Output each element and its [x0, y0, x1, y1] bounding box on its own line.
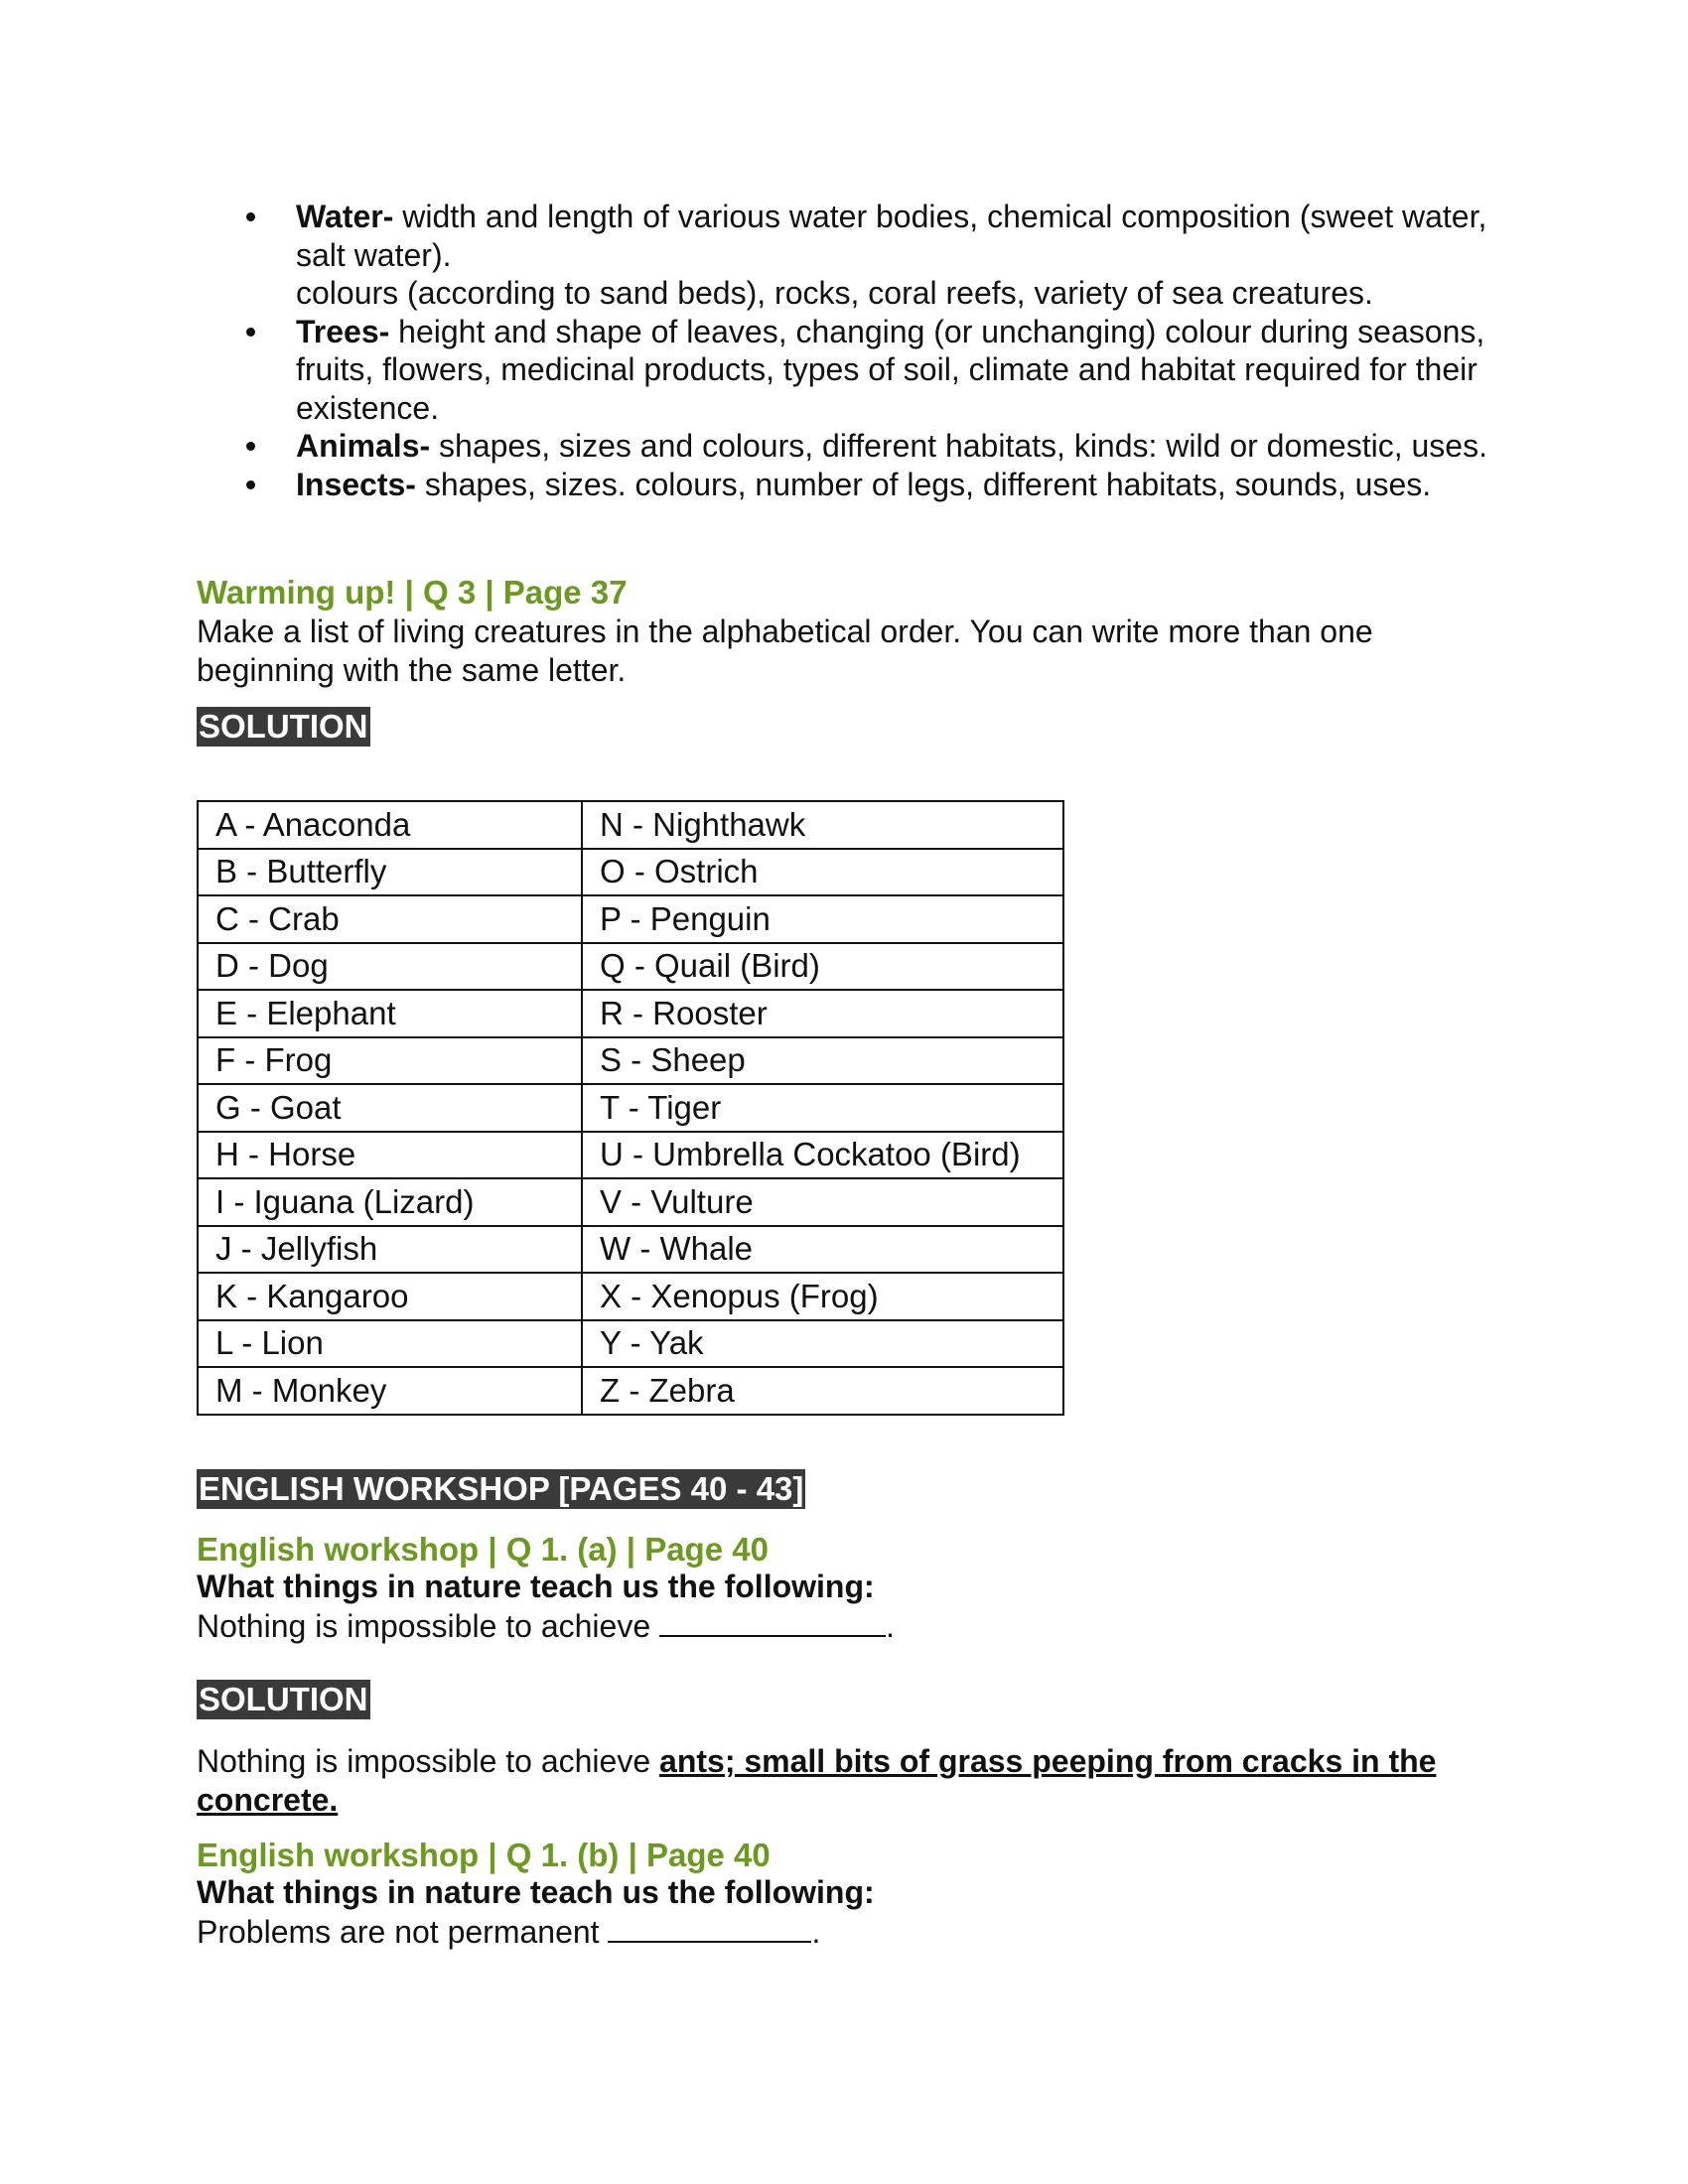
bullet-text: shapes, sizes. colours, number of legs, different habitats, sounds, uses. — [415, 466, 1432, 502]
table-row — [198, 895, 1063, 943]
q1a-prompt-end: . — [886, 1608, 895, 1644]
q1b-prompt — [197, 1911, 820, 1952]
solution-label: SOLUTION — [199, 1681, 368, 1717]
table-cell: N - Nighthawk — [582, 801, 1063, 849]
feature-bullet-list — [199, 198, 1509, 503]
table-cell: Y - Yak — [582, 1320, 1063, 1368]
bullet-animals — [199, 427, 1509, 466]
q1b-prompt-end: . — [811, 1914, 821, 1950]
table-row — [198, 801, 1063, 849]
bullet-water — [199, 198, 1509, 313]
bullet-term: Trees- — [296, 313, 390, 349]
table-cell: L - Lion — [198, 1320, 582, 1368]
q1a-heading: English workshop | Q 1. (a) | Page 40 — [197, 1531, 769, 1568]
q1a-solution-text — [197, 1742, 1448, 1819]
english-workshop-banner: ENGLISH WORKSHOP [PAGES 40 - 43] — [199, 1470, 804, 1507]
bullet-term: Insects- — [296, 466, 416, 502]
table-row — [198, 1084, 1063, 1132]
table-cell: G - Goat — [198, 1084, 582, 1132]
table-cell: H - Horse — [198, 1132, 582, 1179]
table-cell: T - Tiger — [582, 1084, 1063, 1132]
table-cell: S - Sheep — [582, 1037, 1063, 1085]
bullet-text: width and length of various water bodies, chemical composition (sweet water, salt water). — [296, 199, 1487, 273]
table-cell: C - Crab — [198, 895, 582, 943]
q1b-heading: English workshop | Q 1. (b) | Page 40 — [197, 1837, 771, 1873]
bullet-term: Animals- — [296, 428, 431, 464]
table-row — [198, 1367, 1063, 1415]
table-cell: W - Whale — [582, 1226, 1063, 1274]
q1a-solution-answer: ants; small bits of grass peeping from cracks in the concrete. — [197, 1743, 1437, 1818]
q1a-prompt — [197, 1605, 895, 1646]
q1b-prompt-text: Problems are not permanent — [197, 1914, 609, 1950]
solution-label: SOLUTION — [199, 708, 368, 745]
bullet-dot-icon — [246, 480, 255, 489]
table-row — [198, 1273, 1063, 1320]
table-cell: A - Anaconda — [198, 801, 582, 849]
q1a-solution-prefix: Nothing is impossible to achieve — [197, 1743, 660, 1779]
table-row — [198, 1226, 1063, 1274]
bullet-dot-icon — [246, 212, 255, 221]
table-cell: V - Vulture — [582, 1178, 1063, 1226]
table-cell: K - Kangaroo — [198, 1273, 582, 1320]
table-row — [198, 1037, 1063, 1085]
bullet-insects — [199, 466, 1509, 504]
q3-question-text: Make a list of living creatures in the alphabetical order. You can write more than one beginning with the same letter. — [197, 614, 1373, 688]
table-row — [198, 1320, 1063, 1368]
q1a-prompt-text: Nothing is impossible to achieve — [197, 1608, 660, 1644]
q1a-question: What things in nature teach us the following: — [197, 1569, 875, 1604]
q3-heading: Warming up! | Q 3 | Page 37 — [197, 574, 628, 611]
table-cell: J - Jellyfish — [198, 1226, 582, 1274]
table-row — [198, 849, 1063, 896]
table-cell: Q - Quail (Bird) — [582, 943, 1063, 991]
bullet-term: Water- — [296, 199, 394, 234]
table-cell: R - Rooster — [582, 990, 1063, 1037]
table-row — [198, 990, 1063, 1037]
bullet-dot-icon — [246, 328, 255, 337]
q1b-answer-blank — [608, 1911, 811, 1943]
table-cell: U - Umbrella Cockatoo (Bird) — [582, 1132, 1063, 1179]
table-cell: Z - Zebra — [582, 1367, 1063, 1415]
table-cell: O - Ostrich — [582, 849, 1063, 896]
bullet-extra-text: colours (according to sand beds), rocks, coral reefs, variety of sea creatures. — [296, 275, 1373, 311]
table-cell: I - Iguana (Lizard) — [198, 1178, 582, 1226]
bullet-trees — [199, 313, 1509, 428]
bullet-dot-icon — [246, 442, 255, 451]
table-cell: E - Elephant — [198, 990, 582, 1037]
table-cell: P - Penguin — [582, 895, 1063, 943]
q1a-answer-blank — [659, 1605, 886, 1637]
bullet-text: height and shape of leaves, changing (or unchanging) colour during seasons, fruits, flowers, medicinal products, types of soil, climate and habitat required for their existence. — [296, 313, 1485, 426]
table-cell: B - Butterfly — [198, 849, 582, 896]
bullet-text: shapes, sizes and colours, different habitats, kinds: wild or domestic, uses. — [430, 428, 1487, 464]
creatures-table — [197, 800, 1064, 1416]
table-cell: X - Xenopus (Frog) — [582, 1273, 1063, 1320]
table-cell: F - Frog — [198, 1037, 582, 1085]
q1b-question: What things in nature teach us the following: — [197, 1874, 875, 1910]
table-cell: M - Monkey — [198, 1367, 582, 1415]
table-row — [198, 1178, 1063, 1226]
table-cell: D - Dog — [198, 943, 582, 991]
table-row — [198, 943, 1063, 991]
table-row — [198, 1132, 1063, 1179]
